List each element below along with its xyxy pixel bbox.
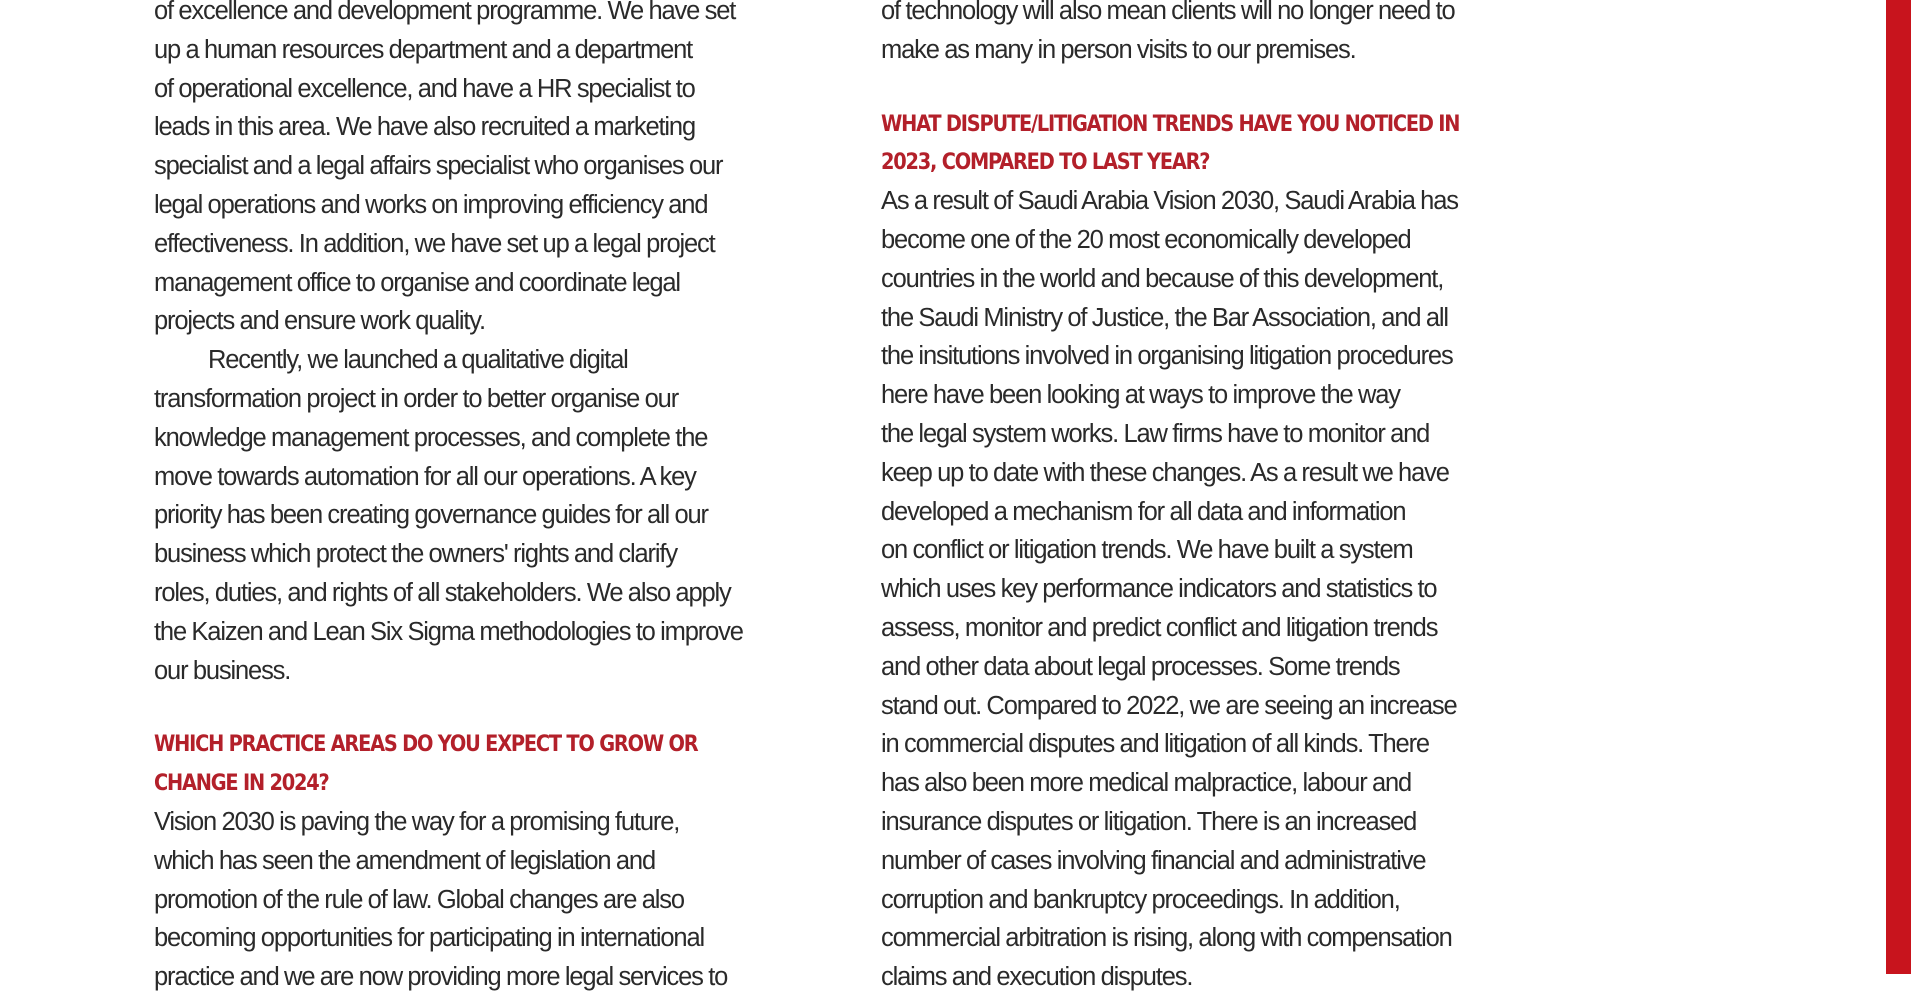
text-line: specialist and a legal affairs specialist who organises our xyxy=(154,152,723,181)
text-line: projects and ensure work quality. xyxy=(154,307,485,336)
left-paragraph-2 xyxy=(154,341,844,690)
right-paragraph-1 xyxy=(881,0,1571,70)
text-line: which has seen the amendment of legislation and xyxy=(154,846,655,875)
text-line: business which protect the owners' rights and clarify xyxy=(154,540,677,569)
text-line: of excellence and development programme. We have set xyxy=(154,0,736,25)
text-line: of technology will also mean clients will no longer need to xyxy=(881,0,1455,25)
left-paragraph-1 xyxy=(154,0,844,341)
text-line: has also been more medical malpractice, labour and xyxy=(881,769,1412,798)
red-accent-bar xyxy=(1886,0,1911,974)
text-line: number of cases involving financial and administrative xyxy=(881,846,1426,875)
text-line: in commercial disputes and litigation of all kinds. There xyxy=(881,730,1429,759)
spacer xyxy=(881,70,1571,105)
text-line: legal operations and works on improving efficiency and xyxy=(154,190,708,219)
left-section-heading xyxy=(154,725,844,803)
left-paragraph-3 xyxy=(154,803,844,997)
heading-line: WHAT DISPUTE/LITIGATION TRENDS HAVE YOU NOTICED IN xyxy=(881,110,1460,137)
text-line: Recently, we launched a qualitative digital xyxy=(208,346,628,375)
right-paragraph-2 xyxy=(881,182,1571,997)
left-column xyxy=(154,0,844,997)
text-line: management office to organise and coordinate legal xyxy=(154,268,680,297)
right-section-heading xyxy=(881,105,1571,183)
text-line: move towards automation for all our operations. A key xyxy=(154,462,696,491)
text-line: promotion of the rule of law. Global changes are also xyxy=(154,885,684,914)
text-line: the Saudi Ministry of Justice, the Bar Association, and all xyxy=(881,303,1448,332)
text-line: becoming opportunities for participating in international xyxy=(154,924,704,953)
text-line: the insitutions involved in organising litigation procedures xyxy=(881,342,1453,371)
text-line: become one of the 20 most economically developed xyxy=(881,225,1411,254)
text-line: developed a mechanism for all data and information xyxy=(881,497,1406,526)
text-line: effectiveness. In addition, we have set up a legal project xyxy=(154,229,715,258)
right-column xyxy=(881,0,1571,997)
text-line: and other data about legal processes. Some trends xyxy=(881,652,1400,681)
heading-line: CHANGE IN 2024? xyxy=(154,770,329,797)
text-line: here have been looking at ways to improve the way xyxy=(881,381,1400,410)
text-line: corruption and bankruptcy proceedings. In addition, xyxy=(881,885,1400,914)
text-line: commercial arbitration is rising, along with compensation xyxy=(881,924,1452,953)
text-line: transformation project in order to better organise our xyxy=(154,384,679,413)
heading-line: WHICH PRACTICE AREAS DO YOU EXPECT TO GROW OR xyxy=(154,731,698,758)
heading-line: 2023, COMPARED TO LAST YEAR? xyxy=(881,149,1210,176)
text-line: knowledge management processes, and complete the xyxy=(154,423,708,452)
text-line: practice and we are now providing more legal services to xyxy=(154,963,728,992)
text-line: insurance disputes or litigation. There is an increased xyxy=(881,807,1417,836)
text-line: the Kaizen and Lean Six Sigma methodologies to improve xyxy=(154,617,743,646)
text-line: Vision 2030 is paving the way for a promising future, xyxy=(154,807,680,836)
text-line: of operational excellence, and have a HR specialist to xyxy=(154,74,695,103)
text-line: keep up to date with these changes. As a result we have xyxy=(881,458,1449,487)
text-line: claims and execution disputes. xyxy=(881,963,1193,992)
text-line: countries in the world and because of this development, xyxy=(881,264,1444,293)
text-line: the legal system works. Law firms have to monitor and xyxy=(881,419,1430,448)
spacer xyxy=(154,690,844,725)
text-line: on conflict or litigation trends. We have built a system xyxy=(881,536,1413,565)
text-line: As a result of Saudi Arabia Vision 2030, Saudi Arabia has xyxy=(881,187,1458,216)
text-line: assess, monitor and predict conflict and litigation trends xyxy=(881,613,1438,642)
text-line: stand out. Compared to 2022, we are seeing an increase xyxy=(881,691,1457,720)
text-line: priority has been creating governance guides for all our xyxy=(154,501,708,530)
text-line: our business. xyxy=(154,656,291,685)
text-line: which uses key performance indicators and statistics to xyxy=(881,575,1437,604)
text-line: up a human resources department and a department xyxy=(154,35,693,64)
text-line: make as many in person visits to our premises. xyxy=(881,35,1356,64)
text-line: roles, duties, and rights of all stakeholders. We also apply xyxy=(154,578,731,607)
text-line: leads in this area. We have also recruited a marketing xyxy=(154,113,695,142)
